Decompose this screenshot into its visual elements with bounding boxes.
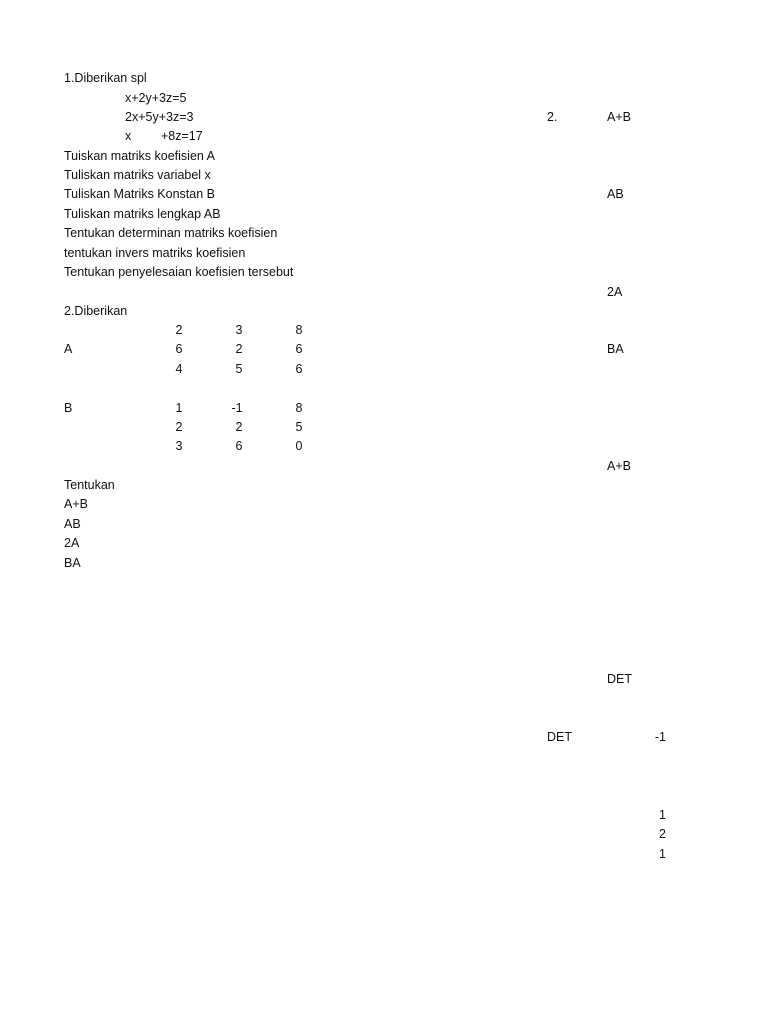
right-number-label: 2. [547,110,558,124]
matrix-b-cell: 1 [175,401,183,415]
matrix-b-cell: 0 [295,439,303,453]
det-value: -1 [654,730,666,744]
right-label: DET [607,672,632,686]
matrix-a-cell: 4 [175,362,183,376]
equation-2: 2x+5y+3z=3 [125,110,194,124]
right-label: BA [607,342,624,356]
task-item: Tuliskan Matriks Konstan B [64,187,215,201]
task-item: Tentukan determinan matriks koefisien [64,226,278,240]
matrix-a-cell: 2 [235,342,243,356]
matrix-b-cell: 5 [295,420,303,434]
matrix-b-cell: 2 [235,420,243,434]
tentukan-heading: Tentukan [64,478,115,492]
operation-item: BA [64,556,81,570]
operation-item: A+B [64,497,88,511]
vector-cell: 1 [659,808,666,822]
det-label: DET [547,730,572,744]
task-item: Tentukan penyelesaian koefisien tersebut [64,265,294,279]
matrix-a-cell: 6 [175,342,183,356]
task-item: tentukan invers matriks koefisien [64,246,246,260]
matrix-a-cell: 8 [295,323,303,337]
right-label: A+B [607,459,631,473]
operation-item: 2A [64,536,80,550]
task-item: Tuiskan matriks koefisien A [64,149,215,163]
matrix-b-cell: 6 [235,439,243,453]
matrix-a-label: A [64,342,73,356]
matrix-b-cell: -1 [231,401,243,415]
equation-3-rest: +8z=17 [161,129,203,143]
matrix-a-cell: 3 [235,323,243,337]
question-1-title: 1.Diberikan spl [64,71,147,85]
matrix-b-cell: 3 [175,439,183,453]
matrix-a-cell: 6 [295,342,303,356]
equation-1: x+2y+3z=5 [125,91,187,105]
matrix-b-cell: 2 [175,420,183,434]
vector-cell: 1 [659,847,666,861]
right-label: 2A [607,285,623,299]
matrix-a-cell: 5 [235,362,243,376]
matrix-b-cell: 8 [295,401,303,415]
matrix-a-cell: 2 [175,323,183,337]
equation-3-x: x [125,129,132,143]
task-item: Tuliskan matriks lengkap AB [64,207,221,221]
right-label: A+B [607,110,631,124]
question-2-title: 2.Diberikan [64,304,128,318]
right-label: AB [607,187,624,201]
matrix-a-cell: 6 [295,362,303,376]
operation-item: AB [64,517,81,531]
vector-cell: 2 [659,827,666,841]
matrix-b-label: B [64,401,73,415]
task-item: Tuliskan matriks variabel x [64,168,211,182]
